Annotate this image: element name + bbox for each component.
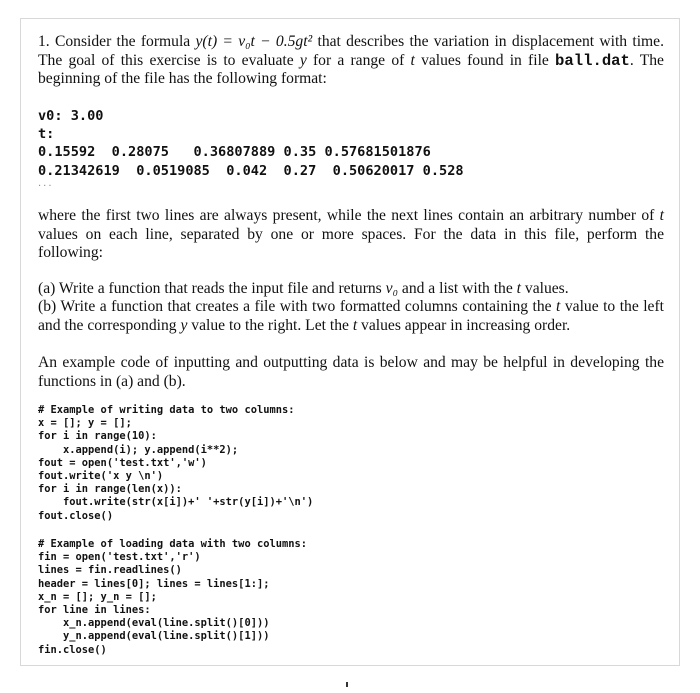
formula: y(t) = v₀t − 0.5gt² xyxy=(195,33,313,50)
code-line: x_n.append(eval(line.split()[0])) xyxy=(38,617,270,630)
code-line: x_n = []; y_n = []; xyxy=(38,590,157,603)
example-intro: An example code of inputting and outputting data is below and may be helpful in developing the functions in (a) and (b). xyxy=(38,354,664,390)
code-line: fout = open('test.txt','w') xyxy=(38,456,207,469)
code-line: for i in range(10): xyxy=(38,430,157,443)
code-writing-example xyxy=(38,404,313,523)
file-line: 0.21342619 0.0519085 0.042 0.27 0.50620017 0.528 xyxy=(38,162,464,179)
code-line: fout.write('x y \n') xyxy=(38,470,164,483)
file-line: t: xyxy=(38,126,55,143)
code-line: x = []; y = []; xyxy=(38,417,132,430)
description-paragraph: where the first two lines are always present, while the next lines contain an arbitrary number of t values on each line, separated by one or more spaces. For the data in this file, perform the following: xyxy=(38,207,664,261)
code-line: fin = open('test.txt','r') xyxy=(38,551,201,564)
code-line: x.append(i); y.append(i**2); xyxy=(38,443,239,456)
code-line: y_n.append(eval(line.split()[1])) xyxy=(38,630,270,643)
task-a: (a) Write a function that reads the input file and returns v₀ and a list with the t values. xyxy=(38,280,569,297)
file-line: v0: 3.00 xyxy=(38,108,104,124)
file-ellipsis: ... xyxy=(38,178,54,189)
code-comment: # Example of writing data to two columns: xyxy=(38,404,295,416)
file-sample xyxy=(38,107,464,180)
code-line: fout.write(str(x[i])+' '+str(y[i])+'\n') xyxy=(38,496,314,509)
text-cursor-mark xyxy=(346,682,348,687)
file-line: 0.15592 0.28075 0.36807889 0.35 0.57681501876 xyxy=(38,144,431,161)
code-line: for i in range(len(x)): xyxy=(38,483,182,496)
problem-statement: 1. Consider the formula y(t) = v₀t − 0.5gt² that describes the variation in displacement with time. The goal of this exercise is to evaluate y for a range of t values found in file ball.dat. The beginning of the file has the following format: xyxy=(38,33,664,87)
code-line: lines = fin.readlines() xyxy=(38,564,182,577)
code-line: header = lines[0]; lines = lines[1:]; xyxy=(38,577,270,590)
code-line: fout.close() xyxy=(38,509,114,522)
code-line: for line in lines: xyxy=(38,604,151,617)
code-line: fin.close() xyxy=(38,643,107,656)
code-loading-example xyxy=(38,538,307,657)
filename: ball.dat xyxy=(555,51,630,70)
code-comment: # Example of loading data with two columns: xyxy=(38,538,307,550)
task-b: (b) Write a function that creates a file with two formatted columns containing the t value to the left and the corresponding y value to the right. Let the t values appear in increasing order. xyxy=(38,298,664,334)
